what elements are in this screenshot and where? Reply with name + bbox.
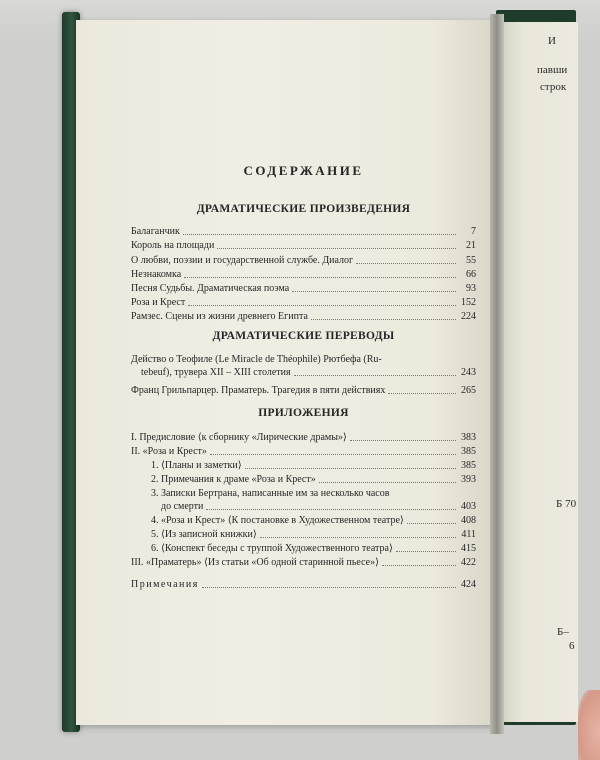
toc-entry-title: Песня Судьбы. Драматическая поэма bbox=[131, 283, 290, 294]
toc-entry bbox=[151, 459, 476, 472]
dot-leader bbox=[388, 393, 456, 394]
dot-leader bbox=[311, 319, 456, 320]
toc-entry-title: II. «Роза и Крест» bbox=[131, 446, 207, 457]
toc-page-number: 422 bbox=[461, 557, 476, 568]
dot-leader bbox=[217, 248, 456, 249]
toc-entry-title: Незнакомка bbox=[131, 269, 182, 280]
toc-entry bbox=[131, 578, 476, 591]
toc-entry bbox=[131, 556, 476, 569]
toc-entry-title: 4. «Роза и Крест» ⟨К постановке в Художественном театре⟩ bbox=[151, 515, 404, 526]
dot-leader bbox=[188, 305, 456, 306]
toc-entry bbox=[131, 282, 476, 295]
right-page-text: строк bbox=[540, 81, 567, 93]
dot-leader bbox=[294, 375, 456, 376]
toc-entry-title: Примечания bbox=[131, 579, 199, 590]
toc-entry bbox=[131, 254, 476, 267]
toc-entry-title: 2. Примечания к драме «Роза и Крест» bbox=[151, 474, 316, 485]
toc-entry-title: III. «Праматерь» ⟨Из статьи «Об одной старинной пьесе»⟩ bbox=[131, 557, 380, 568]
toc-page-number: 415 bbox=[461, 543, 476, 554]
toc-entry-title: Франц Грильпарцер. Праматерь. Трагедия в пяти действиях bbox=[131, 385, 386, 396]
toc-entry-title: 1. ⟨Планы и заметки⟩ bbox=[151, 460, 242, 471]
toc-entry-title: Балаганчик bbox=[131, 226, 180, 237]
book-gutter bbox=[490, 14, 504, 734]
toc-entry bbox=[151, 542, 476, 555]
dot-leader bbox=[206, 509, 456, 510]
dot-leader bbox=[183, 234, 456, 235]
toc-entry-title: Король на площади bbox=[131, 240, 215, 251]
toc-entry bbox=[131, 310, 476, 323]
page-title: СОДЕРЖАНИЕ bbox=[243, 163, 364, 178]
toc-page-number: 21 bbox=[466, 240, 476, 251]
toc-entry bbox=[151, 528, 476, 541]
right-page-text: И bbox=[548, 35, 556, 47]
toc-entry-title: 6. ⟨Конспект беседы с труппой Художественного театра⟩ bbox=[151, 543, 393, 554]
toc-entry-title: Действо о Теофиле (Le Miracle de Théophile) Рютбефа (Ru- bbox=[131, 354, 382, 365]
toc-page-number: 7 bbox=[471, 226, 476, 237]
dot-leader bbox=[202, 587, 456, 588]
dot-leader bbox=[350, 440, 456, 441]
right-page-text: 6 bbox=[569, 640, 575, 652]
toc-page-number: 424 bbox=[461, 579, 476, 590]
toc-page-number: 152 bbox=[461, 297, 476, 308]
toc-page-number: 411 bbox=[461, 529, 476, 540]
book-page-right bbox=[500, 22, 578, 722]
dot-leader bbox=[184, 277, 456, 278]
dot-leader bbox=[245, 468, 456, 469]
toc-page-number: 383 bbox=[461, 432, 476, 443]
dot-leader bbox=[407, 523, 456, 524]
right-page-text: Б 70 bbox=[556, 498, 577, 510]
toc-entry bbox=[131, 384, 476, 397]
toc-entry-title: Роза и Крест bbox=[131, 297, 186, 308]
dot-leader bbox=[210, 454, 456, 455]
toc-entry-title: Рамзес. Сцены из жизни древнего Египта bbox=[131, 311, 308, 322]
toc-entry bbox=[151, 473, 476, 486]
toc-entry bbox=[131, 225, 476, 238]
toc-entry bbox=[131, 268, 476, 281]
toc-page-number: 55 bbox=[466, 255, 476, 266]
toc-entry bbox=[131, 431, 476, 444]
right-page-text: Б– bbox=[557, 626, 569, 638]
toc-entry bbox=[131, 239, 476, 252]
section-heading: ДРАМАТИЧЕСКИЕ ПРОИЗВЕДЕНИЯ bbox=[196, 203, 411, 215]
dot-leader bbox=[356, 263, 456, 264]
toc-page-number: 403 bbox=[461, 501, 476, 512]
section-heading: ПРИЛОЖЕНИЯ bbox=[258, 407, 349, 419]
toc-entry-title: 5. ⟨Из записной книжки⟩ bbox=[151, 529, 257, 540]
toc-page-number: 66 bbox=[466, 269, 476, 280]
toc-entry-title: I. Предисловие ⟨к сборнику «Лирические драмы»⟩ bbox=[131, 432, 347, 443]
toc-entry bbox=[151, 487, 476, 513]
toc-entry bbox=[131, 353, 476, 379]
dot-leader bbox=[319, 482, 456, 483]
toc-page-number: 265 bbox=[461, 385, 476, 396]
toc-entry bbox=[131, 296, 476, 309]
dot-leader bbox=[292, 291, 456, 292]
toc-page-number: 224 bbox=[461, 311, 476, 322]
toc-entry bbox=[151, 514, 476, 527]
toc-page-number: 385 bbox=[461, 460, 476, 471]
toc-entry-title-continued: tebeuf), трувера XII – XIII столетия bbox=[141, 367, 291, 378]
toc-entry-title: 3. Записки Бертрана, написанные им за несколько часов bbox=[151, 488, 390, 499]
toc-page-number: 93 bbox=[466, 283, 476, 294]
toc-entry-title: О любви, поэзии и государственной службе. Диалог bbox=[131, 255, 354, 266]
toc-entry-title-continued: до смерти bbox=[161, 501, 204, 512]
dot-leader bbox=[382, 565, 456, 566]
toc-entry bbox=[131, 445, 476, 458]
dot-leader bbox=[260, 537, 456, 538]
right-page-text: павши bbox=[537, 64, 568, 76]
toc-page-number: 408 bbox=[461, 515, 476, 526]
toc-page-number: 385 bbox=[461, 446, 476, 457]
dot-leader bbox=[396, 551, 456, 552]
toc-page-number: 393 bbox=[461, 474, 476, 485]
section-heading: ДРАМАТИЧЕСКИЕ ПЕРЕВОДЫ bbox=[212, 330, 395, 342]
toc-page-number: 243 bbox=[461, 367, 476, 378]
